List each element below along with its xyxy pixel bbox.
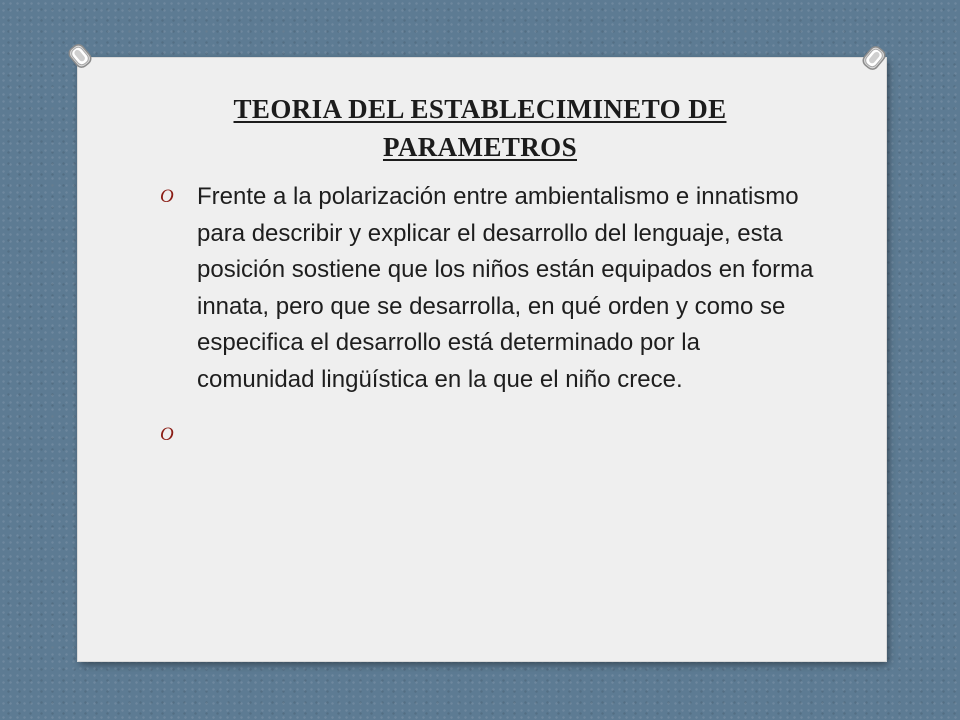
bullet-text: Frente a la polarización entre ambientalismo e innatismo para describir y explicar el desarrollo del lenguaje, esta posición sostiene que los niños están equipados en forma innata, pero que se desarrolla, en qué orden y como se especifica el desarrollo está determinado por la comunidad lingüística en la que el niño crece.: [197, 183, 814, 393]
slide-title: [0, 90, 960, 166]
bullet-item: [160, 179, 820, 398]
bullet-list: [160, 179, 820, 453]
bullet-item: [160, 417, 820, 453]
bullet-marker: O: [160, 424, 174, 445]
slide-title-line-1: TEORIA DEL ESTABLECIMINETO DE: [233, 94, 727, 124]
slide-title-line-2: PARAMETROS: [382, 132, 577, 162]
bullet-marker: O: [160, 186, 174, 207]
